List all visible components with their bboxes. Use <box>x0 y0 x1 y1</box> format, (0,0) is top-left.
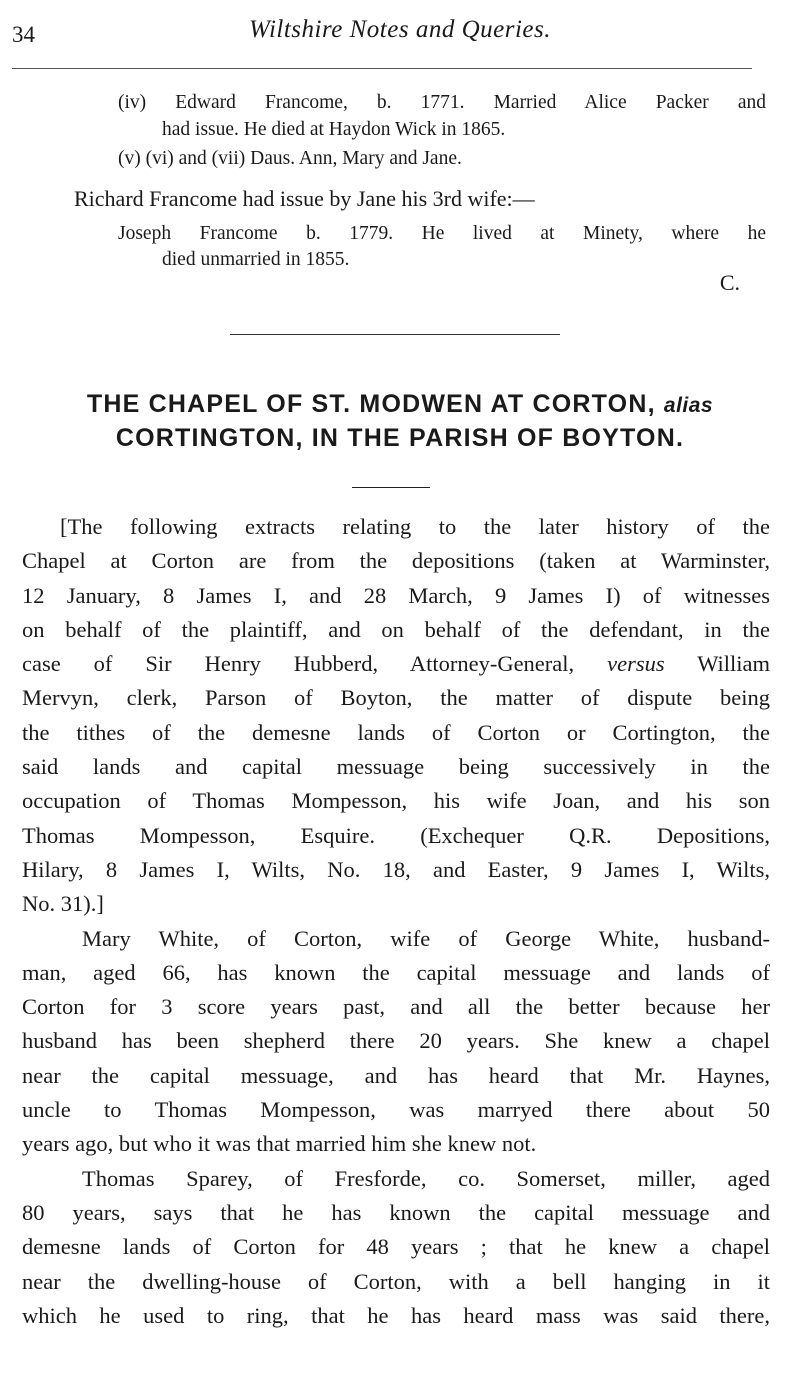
text-line: near the dwelling-house of Corton, with a bell hanging in it <box>22 1268 770 1294</box>
text-line: Corton for 3 score years past, and all the better because her <box>22 994 770 1020</box>
intro-paragraph <box>22 510 770 1333</box>
running-title: Wiltshire Notes and Queries. <box>249 16 551 43</box>
text-line: man, aged 66, has known the capital messuage and lands of <box>22 959 770 985</box>
text-line: Mary White, of Corton, wife of George White, husband- <box>82 925 770 951</box>
text-segment: William <box>697 651 771 677</box>
section-divider <box>230 334 560 335</box>
versus-word: versus <box>607 651 665 677</box>
text-line: Hilary, 8 James I, Wilts, No. 18, and Easter, 9 James I, Wilts, <box>22 856 770 882</box>
text-line: uncle to Thomas Mompesson, was marryed there about 50 <box>22 1097 770 1123</box>
joseph-line-1: Joseph Francome b. 1779. He lived at Minety, where he <box>118 223 766 244</box>
joseph-line-2: died unmarried in 1855. <box>162 249 350 270</box>
article-title-line-2: CORTINGTON, IN THE PARISH OF BOYTON. <box>115 424 685 452</box>
text-line: said lands and capital messuage being successively in the <box>22 754 770 780</box>
text-line: Thomas Mompesson, Esquire. (Exchequer Q.R. Depositions, <box>22 822 770 848</box>
item-iv-line-1: (iv) Edward Francome, b. 1771. Married Alice Packer and <box>118 92 766 113</box>
text-line: Thomas Sparey, of Fresforde, co. Somerset, miller, aged <box>82 1165 770 1191</box>
text-line: 12 January, 8 James I, and 28 March, 9 James I) of witnesses <box>22 582 770 608</box>
page-number: 34 <box>12 22 35 47</box>
text-line: the tithes of the demesne lands of Corton or Cortington, the <box>22 719 770 745</box>
item-iv-line-2: had issue. He died at Haydon Wick in 1865. <box>162 119 506 140</box>
text-line: occupation of Thomas Mompesson, his wife Joan, and his son <box>22 788 770 814</box>
title-divider <box>352 487 430 488</box>
text-line: No. 31).] <box>22 891 104 917</box>
text-line: 80 years, says that he has known the capital messuage and <box>22 1199 770 1225</box>
header-divider <box>12 68 752 69</box>
text-line-versus <box>22 647 770 681</box>
text-segment: case of Sir Henry Hubberd, Attorney-General, <box>22 651 575 677</box>
signature-initial: C. <box>719 270 740 295</box>
text-line: husband has been shepherd there 20 years. She knew a chapel <box>22 1028 770 1054</box>
text-line: on behalf of the plaintiff, and on behalf of the defendant, in the <box>22 616 770 642</box>
text-line: [The following extracts relating to the later history of the <box>60 514 770 539</box>
text-line: Mervyn, clerk, Parson of Boyton, the matter of dispute being <box>22 685 770 711</box>
article-title-main: THE CHAPEL OF ST. MODWEN AT CORTON, <box>86 390 656 418</box>
third-wife-line: Richard Francome had issue by Jane his 3rd wife:— <box>74 186 535 211</box>
article-title-line-1 <box>0 390 800 419</box>
item-v-line: (v) (vi) and (vii) Daus. Ann, Mary and Jane. <box>118 148 462 169</box>
text-line: demesne lands of Corton for 48 years ; that he knew a chapel <box>22 1234 770 1260</box>
text-line: Chapel at Corton are from the depositions (taken at Warminster, <box>22 548 770 574</box>
article-title-alias: alias <box>663 394 714 417</box>
text-line: which he used to ring, that he has heard mass was said there, <box>22 1302 770 1328</box>
text-line: years ago, but who it was that married him she knew not. <box>22 1131 537 1157</box>
text-line: near the capital messuage, and has heard that Mr. Haynes, <box>22 1062 770 1088</box>
